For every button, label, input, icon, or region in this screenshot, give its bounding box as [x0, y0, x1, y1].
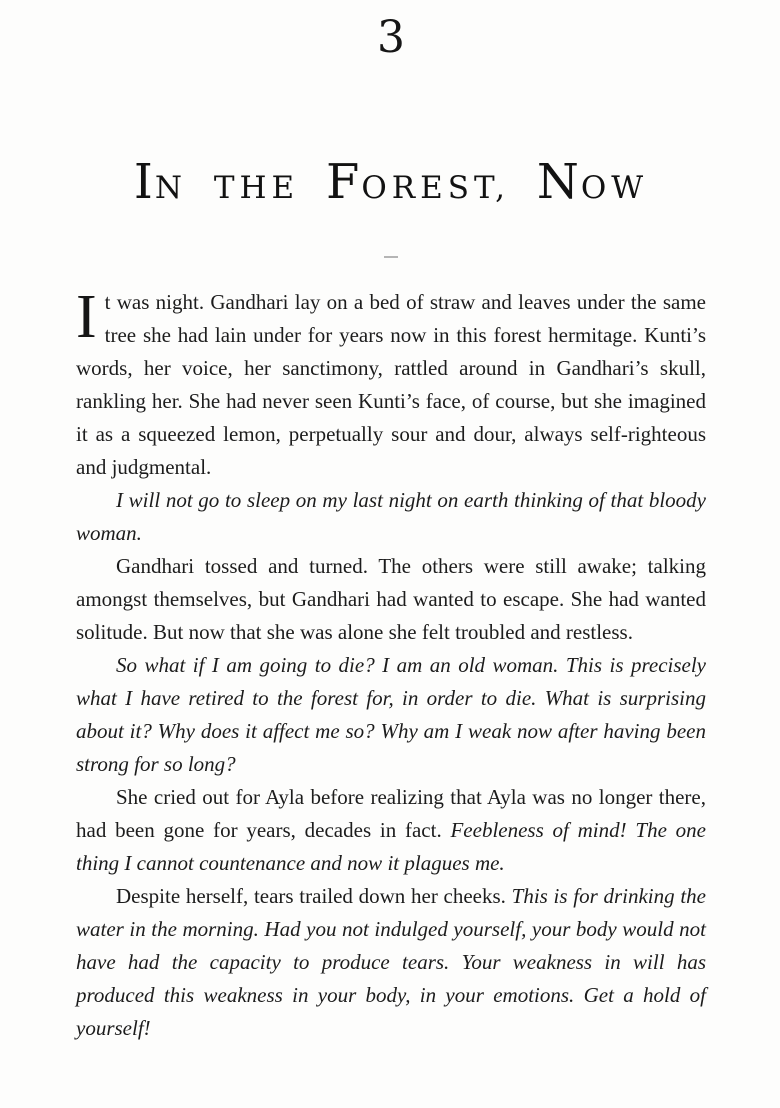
- paragraph-text-italic: This is for drinking the water in the morning. Had you not indulged yourself, your body would not have had the capacity to produce tears. Your weakness in will has produced this weakness in your body, in your emotions. Get a hold of yourself!: [76, 884, 706, 1040]
- title-initial-letter: F: [326, 154, 362, 210]
- title-text: OREST,: [361, 170, 537, 206]
- paragraph-text: So what if I am going to die? I am an old woman. This is precisely what I have retired to the forest for, in order to die. What is surprising about it? Why does it affect me so? Why am I weak now after having been strong for so long?: [76, 653, 706, 776]
- paragraph-text: Despite herself, tears trailed down her cheeks.: [116, 884, 512, 908]
- body-text: [76, 283, 706, 1045]
- title-initial-letter: N: [536, 154, 581, 210]
- paragraph-text: t was night. Gandhari lay on a bed of straw and leaves under the same tree she had lain under for years now in this forest hermitage. Kunti’s words, her voice, her sanctimony, rattled around in Gandhari’s skull, rankling her. She had never seen Kunti’s face, of course, but she imagined it as a squeezed lemon, perpetually sour and dour, always self-righteous and judgmental.: [76, 290, 706, 479]
- section-divider-dash: [384, 256, 398, 258]
- chapter-title: [76, 156, 706, 214]
- title-text: N THE: [154, 170, 327, 206]
- paragraph: [76, 649, 706, 781]
- drop-cap: I: [76, 283, 97, 351]
- title-text: OW: [580, 170, 649, 206]
- paragraph: [76, 484, 706, 550]
- paragraph-text: Gandhari tossed and turned. The others were still awake; talking amongst themselves, but Gandhari had wanted to escape. She had wanted solitude. But now that she was alone she felt troubled and restless.: [76, 554, 706, 644]
- title-initial-letter: I: [133, 154, 155, 210]
- paragraph: [76, 283, 706, 484]
- paragraph: [76, 781, 706, 880]
- paragraph: [76, 550, 706, 649]
- chapter-number: 3: [377, 12, 405, 63]
- paragraph-text: She cried out for Ayla before realizing that Ayla was no longer there, had been gone for years, decades in fact.: [76, 785, 706, 842]
- paragraph-text: I will not go to sleep on my last night on earth thinking of that bloody woman.: [76, 488, 706, 545]
- paragraph: [76, 880, 706, 1045]
- paragraph-text-italic: Feebleness of mind! The one thing I cannot countenance and now it plagues me.: [76, 818, 706, 875]
